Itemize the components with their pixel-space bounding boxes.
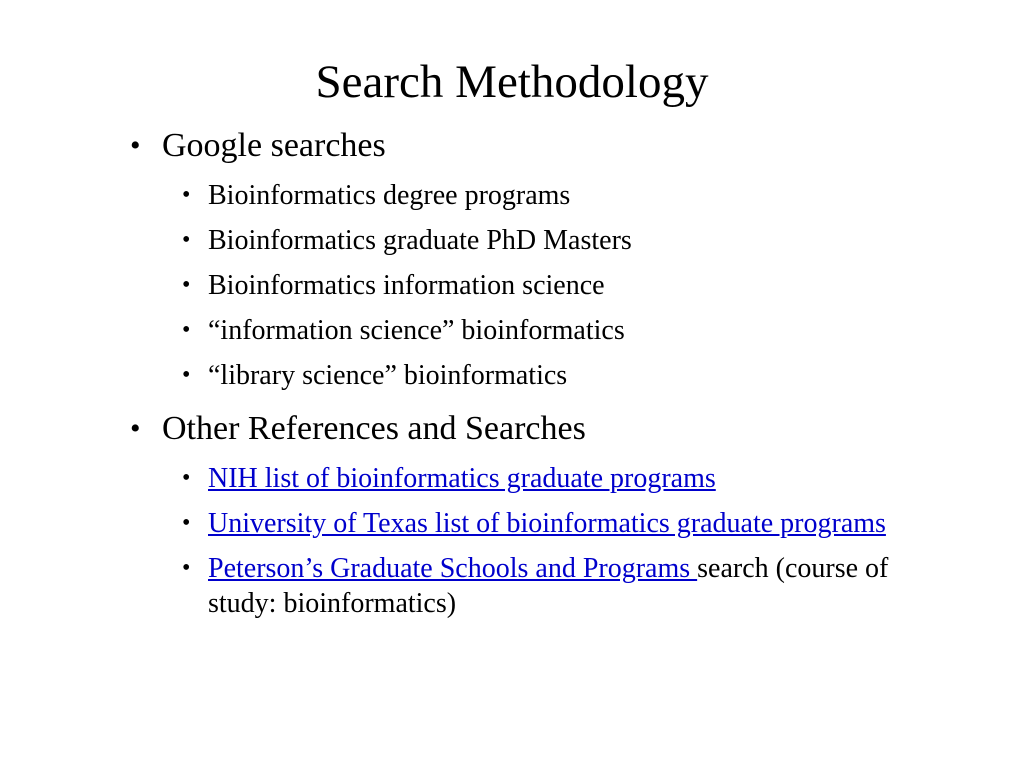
bullet-dot: • [130,129,141,162]
bullet-other-references [124,407,914,451]
list-item [124,178,914,213]
bullet-dot: • [182,317,191,343]
bullet-google-searches [124,124,914,168]
petersons-suffix: search (course of study: bioinformatics) [208,553,889,619]
slide-content [124,124,914,635]
section-heading: Google searches [162,127,386,164]
bullet-dot: • [182,272,191,298]
section-google-searches [124,124,914,393]
list-item [124,313,914,348]
list-item-petersons [124,551,914,621]
bullet-dot: • [182,362,191,388]
bullet-dot: • [182,182,191,208]
bullet-dot: • [182,555,191,581]
list-item-text: Bioinformatics degree programs [208,180,571,211]
slide-title: Search Methodology [315,56,709,108]
bullet-dot: • [130,412,141,445]
section-heading: Other References and Searches [162,410,586,447]
list-item-text: Bioinformatics graduate PhD Masters [208,225,632,256]
nih-link[interactable]: NIH list of bioinformatics graduate programs [208,463,716,494]
list-item [124,358,914,393]
bullet-dot: • [182,227,191,253]
list-item-nih [124,461,914,496]
texas-link[interactable]: University of Texas list of bioinformatics graduate programs [208,508,886,539]
section-other-references [124,407,914,621]
list-item-text: “library science” bioinformatics [208,360,568,391]
list-item-text: “information science” bioinformatics [208,315,625,346]
list-item [124,223,914,258]
bullet-dot: • [182,465,191,491]
petersons-link[interactable]: Peterson’s Graduate Schools and Programs [208,553,698,584]
bullet-dot: • [182,510,191,536]
list-item-text: Bioinformatics information science [208,270,605,301]
list-item [124,268,914,303]
list-item-texas [124,506,914,541]
